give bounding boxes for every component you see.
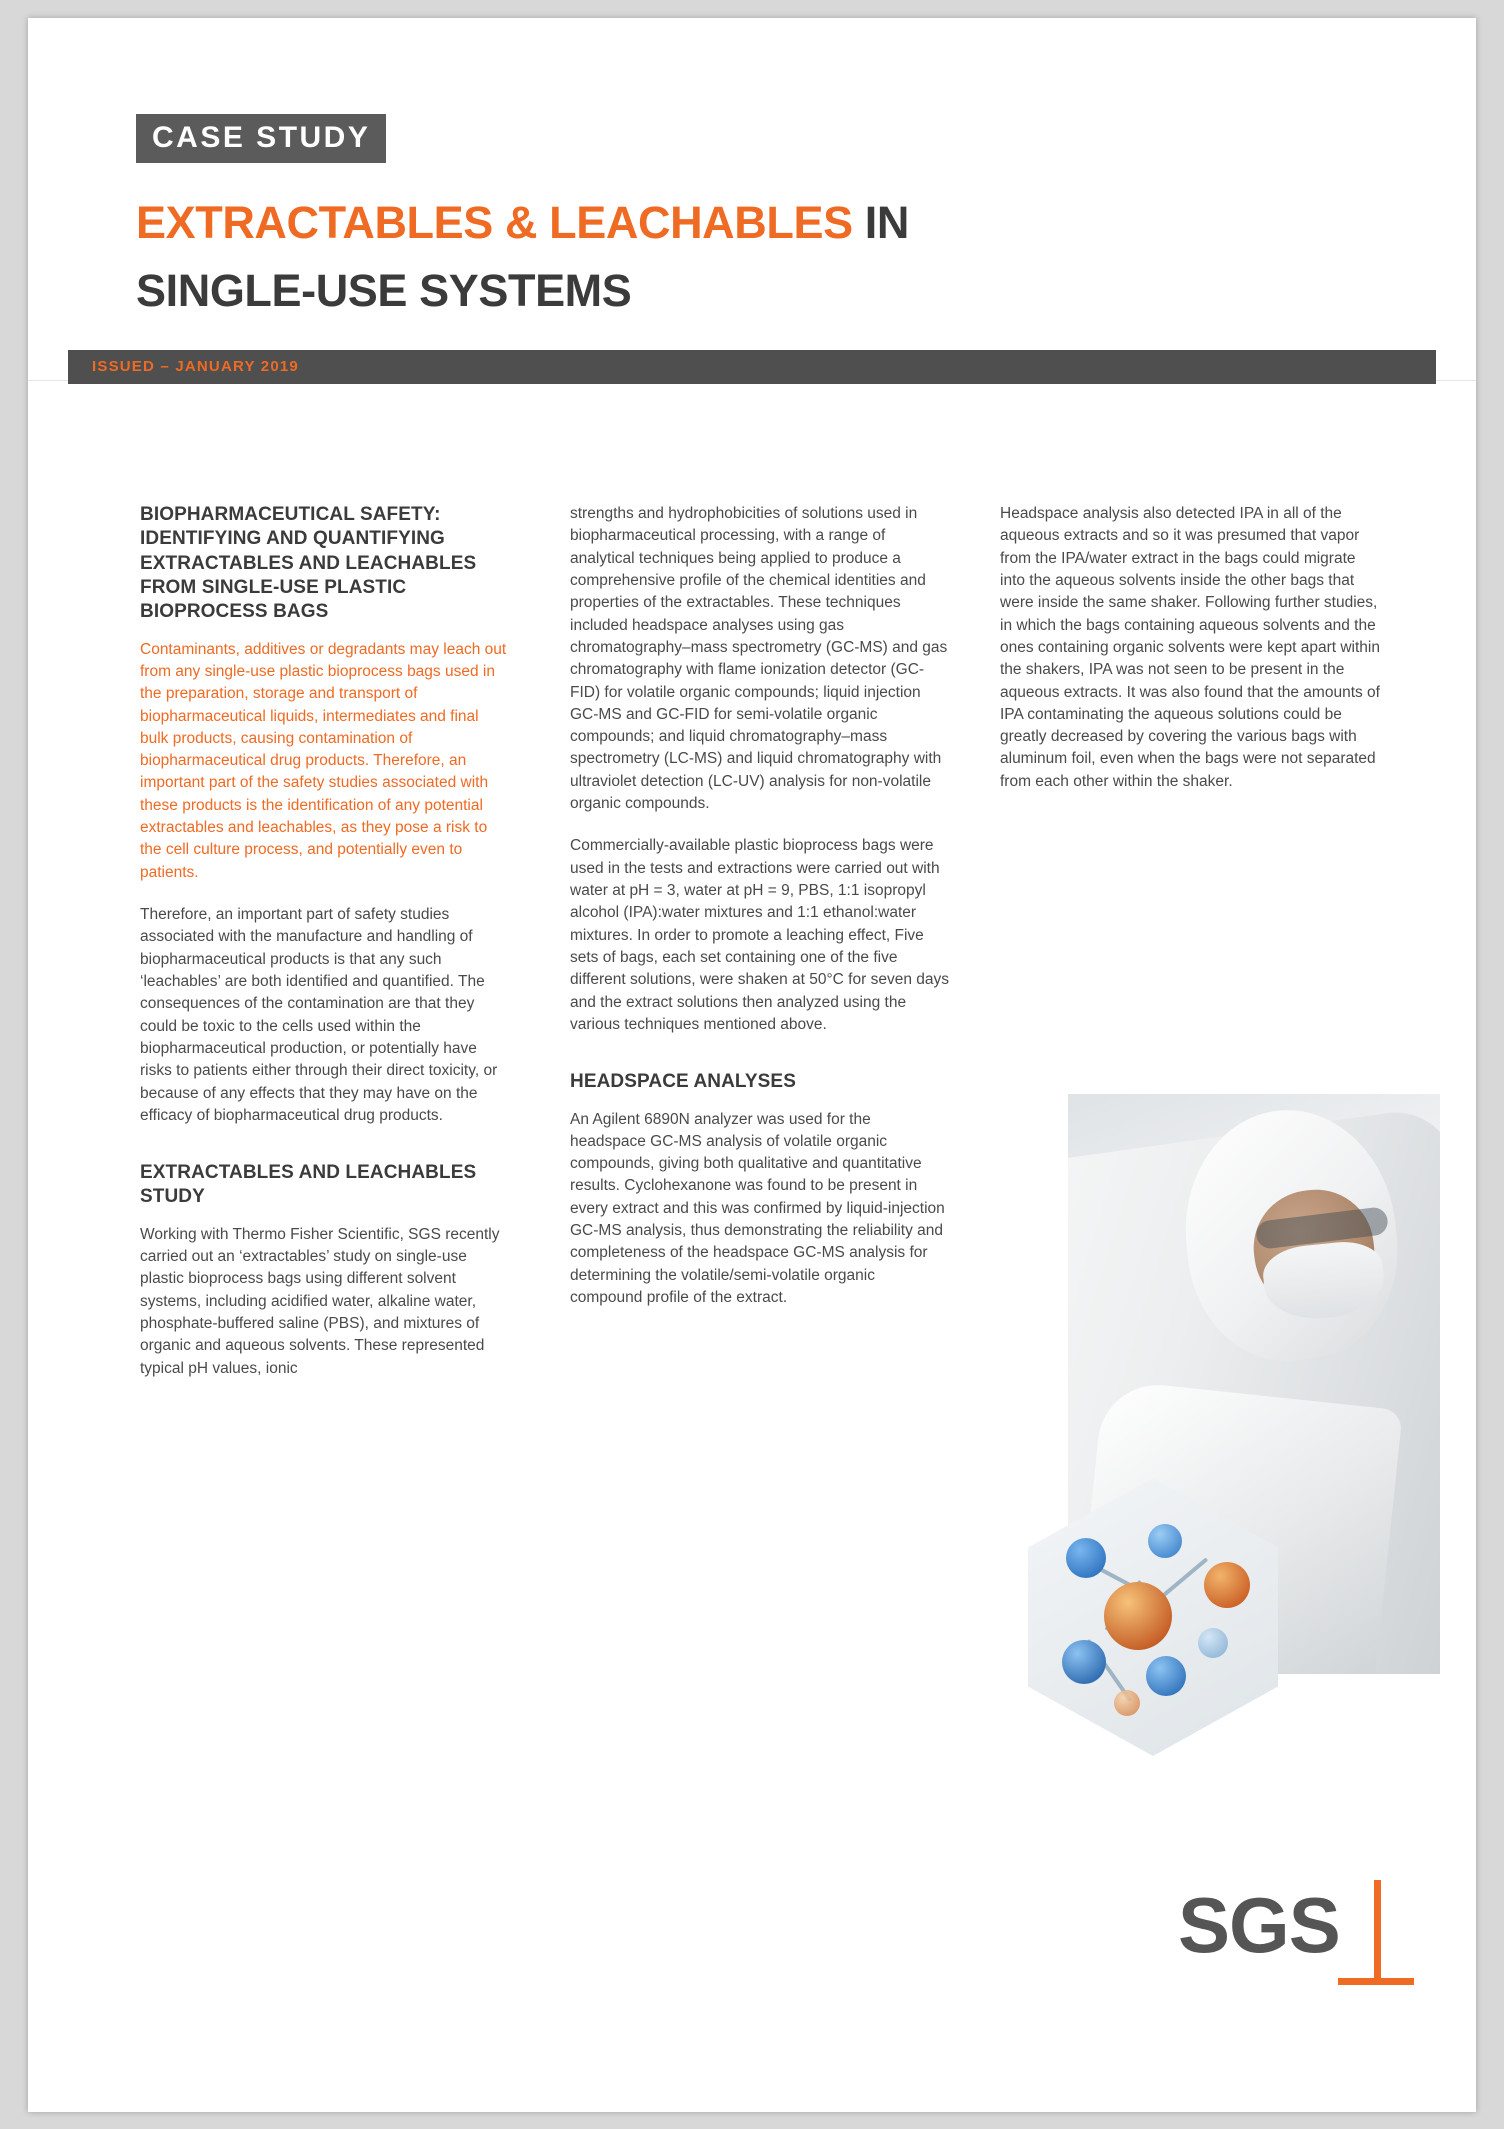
body-column-2 xyxy=(570,503,950,1309)
column3-paragraph-1: Headspace analysis also detected IPA in all of the aqueous extracts and so it was presumed that vapor from the IPA/water extract in the bags could migrate into the aqueous solvents inside the other bags that were inside the same shaker. Following further studies, in which the bags containing aqueous solvents and the ones containing organic solvents were kept apart within the shakers, IPA was not seen to be present in the aqueous extracts. It was also found that the amounts of IPA contaminating the aqueous solutions could be greatly decreased by covering the various bags with aluminum foil, even when the bags were not separated from each other within the shaker. xyxy=(1000,505,1380,790)
page-title-line-2: SINGLE-USE SYSTEMS xyxy=(136,265,632,316)
body-column-3 xyxy=(1000,503,1382,793)
molecule-atom xyxy=(1146,1656,1186,1696)
molecule-atom xyxy=(1204,1562,1250,1608)
column2-paragraph-3: An Agilent 6890N analyzer was used for the headspace GC-MS analysis of volatile organic compounds, giving both qualitative and quantitative results. Cyclohexanone was found to be present in every extract and this was confirmed by liquid-injection GC-MS analysis, thus demonstrating the reliability and completeness of the headspace GC-MS analysis for determining the volatile/semi-volatile organic compound profile of the extract. xyxy=(570,1110,945,1306)
page-title-connector: IN xyxy=(864,197,909,248)
molecule-atom xyxy=(1062,1640,1106,1684)
molecule-atom xyxy=(1148,1524,1182,1558)
case-study-badge: CASE STUDY xyxy=(136,114,386,163)
issued-date: ISSUED – JANUARY 2019 xyxy=(92,358,299,375)
body-column-1 xyxy=(140,503,510,1380)
sgs-logo-vertical-bar xyxy=(1374,1880,1381,1984)
sgs-logo xyxy=(1178,1881,1413,1996)
page-title-highlight: EXTRACTABLES & LEACHABLES xyxy=(136,197,853,248)
column1-paragraph-2: Therefore, an important part of safety studies associated with the manufacture and handling of biopharmaceutical products is that any such ‘leachables’ are both identified and quantified. The consequences of the contamination are that they could be toxic to the cells used within the biopharmaceutical production, or potentially have risks to patients either through their direct toxicity, or because of any effects that they may have on the efficacy of biopharmaceutical drug products. xyxy=(140,906,498,1124)
sgs-logo-text: SGS xyxy=(1178,1881,1340,1969)
column2-heading: HEADSPACE ANALYSES xyxy=(570,1071,796,1093)
column2-paragraph-2: Commercially-available plastic bioprocess bags were used in the tests and extractions were carried out with water at pH = 3, water at pH = 9, PBS, 1:1 isopropyl alcohol (IPA):water mixtures and 1:1 ethanol:water mixtures. In order to promote a leaching effect, Five sets of bags, each set containing one of the five different solutions, were shaken at 50°C for seven days and the extract solutions then analyzed using the various techniques mentioned above. xyxy=(570,837,949,1033)
page-title-line-1 xyxy=(136,197,909,248)
column1-paragraph-3: Working with Thermo Fisher Scientific, SGS recently carried out an ‘extractables’ study on single-use plastic bioprocess bags using different solvent systems, including acidified water, alkaline water, phosphate-buffered saline (PBS), and mixtures of organic and aqueous solvents. These represented typical pH values, ionic xyxy=(140,1225,500,1377)
sgs-logo-horizontal-bar xyxy=(1338,1978,1414,1985)
molecule-atom xyxy=(1104,1582,1172,1650)
column1-heading-2: EXTRACTABLES AND LEACHABLES STUDY xyxy=(140,1162,477,1208)
column1-heading: BIOPHARMACEUTICAL SAFETY: IDENTIFYING AND QUANTIFYING EXTRACTABLES AND LEACHABLES FROM SINGLE-USE PLASTIC BIOPROCESS BAGS xyxy=(140,504,477,623)
document-header xyxy=(28,18,1476,381)
molecule-atom xyxy=(1198,1628,1228,1658)
molecule-atom xyxy=(1066,1538,1106,1578)
document-sheet xyxy=(28,18,1476,2112)
column1-lead-paragraph: Contaminants, additives or degradants may leach out from any single-use plastic bioprocess bags used in the preparation, storage and transport of biopharmaceutical liquids, intermediates and final bulk products, causing contamination of biopharmaceutical drug products. Therefore, an important part of the safety studies associated with these products is the identification of any potential extractables and leachables, as they pose a risk to the cell culture process, and potentially even to patients. xyxy=(140,640,507,881)
column2-paragraph-1: strengths and hydrophobicities of solutions used in biopharmaceutical processing, with a range of analytical techniques being applied to produce a comprehensive profile of the chemical identities and properties of the extractables. These techniques included headspace analyses using gas chromatography–mass spectrometry (GC-MS) and gas chromatography with flame ionization detector (GC-FID) for volatile organic compounds; liquid injection GC-MS and GC-FID for semi-volatile organic compounds; and liquid chromatography–mass spectrometry (LC-MS) and liquid chromatography with ultraviolet detection (LC-UV) analysis for non-volatile organic compounds. xyxy=(570,505,948,813)
molecule-atom xyxy=(1114,1690,1140,1716)
